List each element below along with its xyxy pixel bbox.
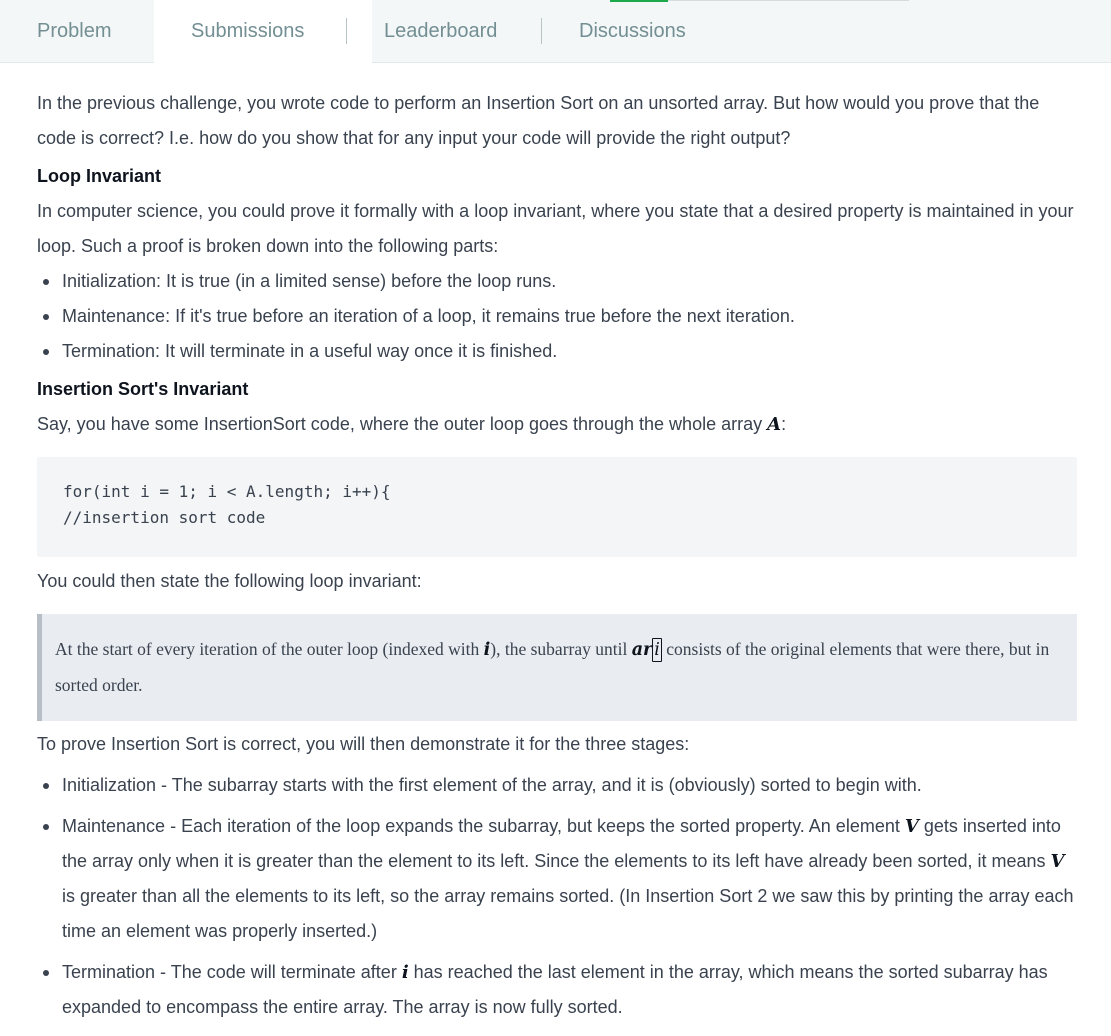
math-variable-i: i [483,640,491,660]
tab-separator [541,18,542,44]
insertion-invariant-text [37,407,1077,442]
tab-problem[interactable]: Problem [37,20,112,42]
loop-invariant-text: In computer science, you could prove it formally with a loop invariant, where you state that a desired property is maintained in your loop. Such a proof is broken down into the following parts: [37,201,1074,256]
loop-invariant-heading: Loop Invariant [37,166,162,186]
tab-discussions[interactable]: Discussions [579,20,686,42]
stages-list [37,768,1077,1025]
math-variable-a: A [767,414,782,435]
list-item: Termination: It will terminate in a useful way once it is finished. [37,334,1077,369]
insertion-invariant-text-start: Say, you have some InsertionSort code, where the outer loop goes through the whole array [37,414,768,434]
tab-top-divider [668,0,909,1]
insertion-invariant-text-end: : [781,414,787,434]
problem-statement [37,86,1077,1025]
loop-invariant-list [37,264,1077,369]
list-item: Maintenance: If it's true before an iteration of a loop, it remains true before the next iteration. [37,299,1077,334]
stage-text: is greater than all the elements to its left, so the array remains sorted. (In Insertion Sort 2 we saw this by printing the array each time an element was properly inserted.) [62,886,1074,941]
quote-text: ), the subarray until [490,639,632,659]
stage-text: gets inserted into the array only when it is greater than the element to its left. Since the elements to its left have already been sorted, it means [62,816,1061,871]
stage-text: has reached the last element in the array, which means the sorted subarray has expanded to encompass the entire array. The array is now fully sorted. [62,962,1048,1017]
math-variable-v: V [1050,851,1065,872]
tab-bar [0,0,1111,63]
code-line: for(int i = 1; i < A.length; i++){ [63,482,391,501]
list-item [37,955,1077,1025]
quote-text: consists of the original elements that were there, but in sorted order. [55,639,1050,695]
quote-text: At the start of every iteration of the outer loop (indexed with [55,639,484,659]
math-variable-ar: ar [631,640,653,660]
list-item: Initialization: It is true (in a limited sense) before the loop runs. [37,264,1077,299]
intro-paragraph: In the previous challenge, you wrote code to perform an Insertion Sort on an unsorted array. But how would you prove that the code is correct? I.e. how do you show that for any input your code will provide the right output? [37,93,1040,148]
list-item: Initialization - The subarray starts with the first element of the array, and it is (obviously) sorted to begin with. [37,768,1077,803]
stage-text: Maintenance - Each iteration of the loop expands the subarray, but keeps the sorted property. An element [62,816,905,836]
stage-text: Termination - The code will terminate after [62,962,402,982]
state-invariant-text: You could then state the following loop invariant: [37,571,422,591]
insertion-invariant-heading: Insertion Sort's Invariant [37,379,249,399]
code-line: //insertion sort code [63,508,266,527]
tab-leaderboard[interactable]: Leaderboard [384,20,498,42]
math-variable-i: i [401,962,409,983]
math-index-bracket: i [654,640,660,660]
prove-text: To prove Insertion Sort is correct, you will then demonstrate it for the three stages: [37,734,690,754]
invariant-quote [37,614,1077,721]
list-item [37,809,1077,949]
math-variable-v: V [904,816,919,837]
tab-submissions[interactable]: Submissions [154,0,372,63]
code-block [37,457,1077,557]
tab-separator [346,18,347,44]
